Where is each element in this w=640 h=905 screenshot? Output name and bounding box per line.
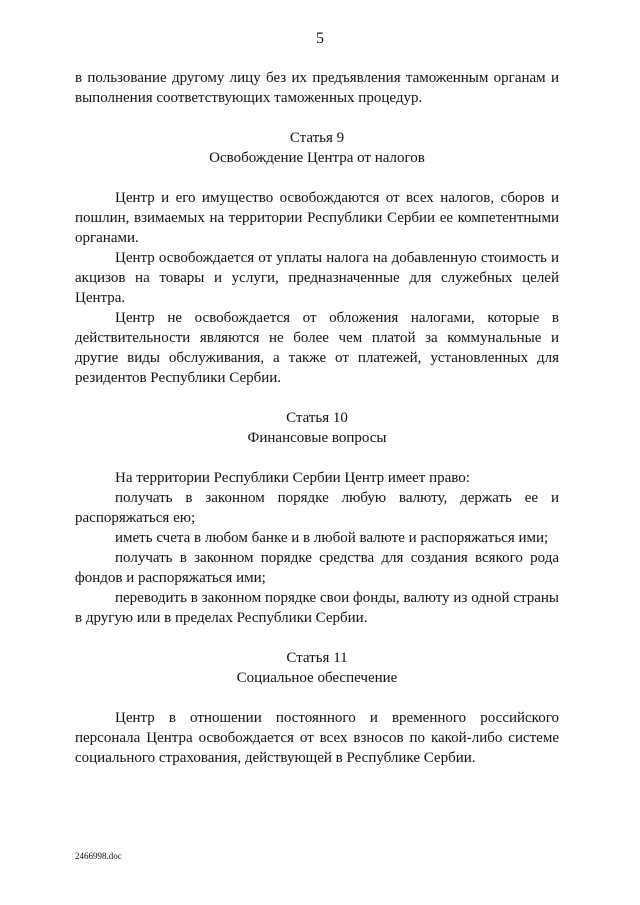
paragraph: получать в законном порядке средства для создания всякого рода фондов и распоряжаться ими; xyxy=(75,550,559,586)
paragraph: Центр освобождается от уплаты налога на добавленную стоимость и акцизов на товары и услуги, предназначенные для служебных целей Центра. xyxy=(75,250,559,306)
article-heading: Освобождение Центра от налогов xyxy=(209,150,425,166)
article-heading: Социальное обеспечение xyxy=(236,670,398,686)
paragraph: Центр не освобождается от обложения налогами, которые в действительности являются не более чем платой за коммунальные и другие виды обслуживания, а также от платежей, установленных для резидентов Республики Сербии. xyxy=(75,310,559,386)
paragraph: переводить в законном порядке свои фонды, валюту из одной страны в другую или в пределах Республики Сербии. xyxy=(75,590,559,626)
article-11 xyxy=(75,648,559,688)
paragraph: На территории Республики Сербии Центр имеет право: xyxy=(115,470,470,486)
article-title: Статья 9 xyxy=(289,130,345,146)
document-body xyxy=(75,68,559,768)
article-title: Статья 10 xyxy=(286,410,348,426)
paragraph: иметь счета в любом банке и в любой валюте и распоряжаться ими; xyxy=(115,530,549,546)
file-reference: 2466998.doc xyxy=(75,851,122,861)
article-title: Статья 11 xyxy=(286,650,348,666)
continuation-paragraph: в пользование другому лицу без их предъявления таможенным органам и выполнения соответствующих таможенных процедур. xyxy=(75,70,559,106)
paragraph: Центр в отношении постоянного и временного российского персонала Центра освобождается от всех взносов по какой-либо системе социального страхования, действующей в Республике Сербии. xyxy=(75,710,559,766)
paragraph: Центр и его имущество освобождаются от всех налогов, сборов и пошлин, взимаемых на территории Республики Сербии ее компетентными органами. xyxy=(75,190,559,246)
page-number: 5 xyxy=(316,30,324,47)
article-9 xyxy=(75,128,559,168)
article-10 xyxy=(75,408,559,448)
paragraph: получать в законном порядке любую валюту, держать ее и распоряжаться ею; xyxy=(75,490,559,526)
article-heading: Финансовые вопросы xyxy=(247,430,387,446)
